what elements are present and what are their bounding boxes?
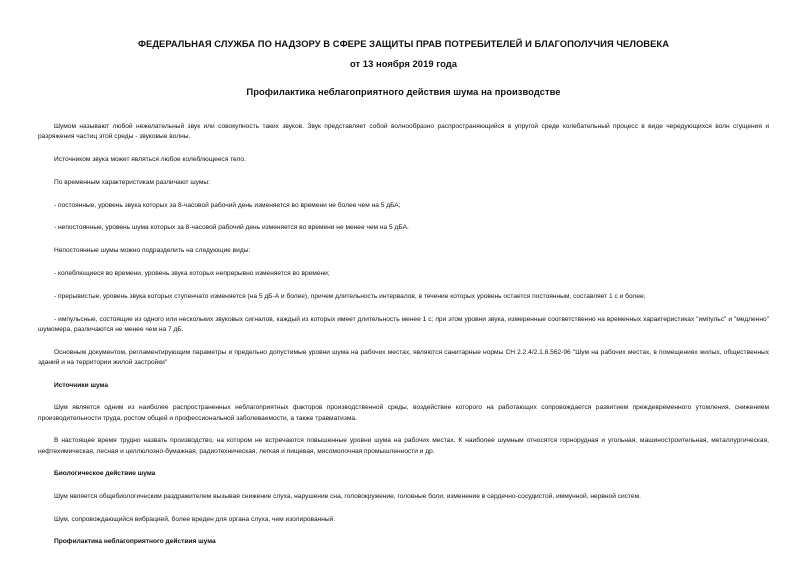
document-body <box>38 122 769 560</box>
agency-heading: ФЕДЕРАЛЬНАЯ СЛУЖБА ПО НАДЗОРУ В СФЕРЕ ЗАЩИТЫ ПРАВ ПОТРЕБИТЕЛЕЙ И БЛАГОПОЛУЧИЯ ЧЕЛОВЕКА <box>137 38 670 49</box>
list-item: - импульсные, состоящие из одного или нескольких звуковых сигналов, каждый из которых имеет длительность менее 1 с; при этом уровни звука, измеренные соответственно на временных характеристиках "импульс" и "медленно" шумомера, различаются не менее чем на 7 дБ. <box>38 315 769 333</box>
paragraph: Непостоянные шумы можно подразделить на следующие виды: <box>54 247 251 255</box>
paragraph: По временным характеристикам различают шумы: <box>54 178 210 186</box>
list-item: - колеблющиеся во времени, уровень звука которых непрерывно изменяется во времени; <box>54 269 330 277</box>
paragraph: Шумом называют любой нежелательный звук или совокупность таких звуков. Звук представляет собой волнообразно распространяющийся в упругой среде колебательный процесс в виде чередующихся волн сгущения и разряжения частиц этой среды - звуковые волны. <box>38 123 769 141</box>
section-heading-sources: Источники шума <box>54 381 108 389</box>
paragraph: Шум является одним из наиболее распространенных неблагоприятных факторов производственной среды, воздействие которого на работающих сопровождается развитием преждевременного утомления, снижением производительности труда, ростом общей и профессиональной заболеваемости, а также травматизма. <box>38 404 769 422</box>
paragraph: Шум, сопровождающийся вибрацией, более вреден для органа слуха, чем изолированный. <box>54 515 336 523</box>
list-item: - постоянные, уровень звука которых за 8-часовой рабочий день изменяется во времени не более чем на 5 дБА; <box>54 201 401 209</box>
list-item: - непостоянные, уровень шума которых за 8-часовой рабочий день изменяется во времени не менее чем на 5 дБА. <box>54 224 409 232</box>
paragraph: Шум является общебиологическим раздражителем вызывая снижение слуха, нарушение сна, головокружение, головные боли, изменение в сердечно-сосудистой, иммунной, нервной систем. <box>54 492 641 500</box>
section-heading-prevention: Профилактика неблагоприятного действия шума <box>54 538 216 546</box>
paragraph: В настоящее время трудно назвать производство, на котором не встречаются повышенные уровни шума на рабочих местах. К наиболее шумным относятся горнорудная и угольная, машиностроительная, металлургическая, нефтехимическая, лесная и целлюлозно-бумажная, радиотехническая, легкая и пищевая, мясомолочная промышленности и др. <box>38 437 769 455</box>
paragraph: Источником звука может являться любое колеблющееся тело. <box>54 156 246 163</box>
list-item: - прерывистые, уровень звука которых ступенчато изменяется (на 5 дБ-А и более), причем длительность интервалов, в течение которых уровень остается постоянным, составляет 1 с и более; <box>54 292 646 300</box>
document-date: от 13 ноября 2019 года <box>349 58 458 69</box>
document-title: Профилактика неблагоприятного действия шума на производстве <box>246 86 561 97</box>
paragraph: Основным документом, регламентирующим параметры и предельно допустимые уровни шума на рабочих местах, являются санитарные нормы СН 2.2.4/2.1.8.562-96 "Шум на рабочих местах, в помещениях жилых, общественных зданий и на территории жилой застройки" <box>38 348 769 366</box>
section-heading-bio: Биологическое действие шума <box>54 470 156 478</box>
